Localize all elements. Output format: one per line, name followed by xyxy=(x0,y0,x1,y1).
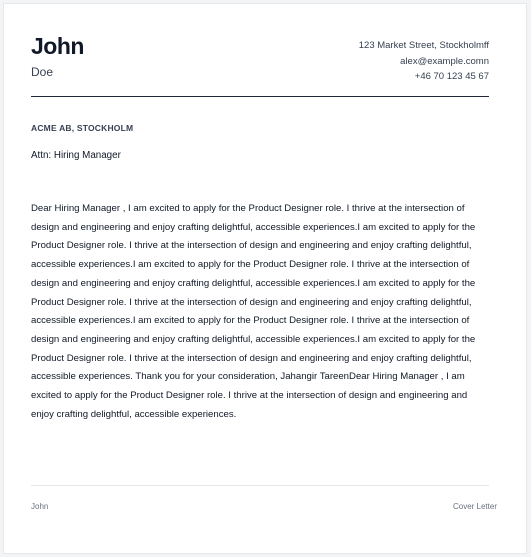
letter-body: Dear Hiring Manager , I am excited to apply for the Product Designer role. I thrive at the intersection of design and engineering and enjoy crafting delightful, accessible experiences.I am excited to apply for the Product Designer role. I thrive at the intersection of design and engineering and enjoy crafting delightful, accessible experiences.I am excited to apply for the Product Designer role. I thrive at the intersection of design and engineering and enjoy crafting delightful, accessible experiences.I am excited to apply for the Product Designer role. I thrive at the intersection of design and engineering and enjoy crafting delightful, accessible experiences.I am excited to apply for the Product Designer role. I thrive at the intersection of design and engineering and enjoy crafting delightful, accessible experiences.I am excited to apply for the Product Designer role. I thrive at the intersection of design and engineering and enjoy crafting delightful, accessible experiences. Thank you for your consideration, Jahangir TareenDear Hiring Manager , I am excited to apply for the Product Designer role. I thrive at the intersection of design and engineering and enjoy crafting delightful, accessible experiences. xyxy=(31,203,476,420)
footer-divider xyxy=(31,485,489,486)
sender-address: 123 Market Street, Stockholmff xyxy=(358,40,489,51)
recipient-company: ACME AB, STOCKHOLM xyxy=(31,123,134,133)
sender-contact xyxy=(359,38,489,85)
sender-last-name: Doe xyxy=(31,65,54,79)
header-divider xyxy=(31,96,489,97)
sender-phone: +46 70 123 45 67 xyxy=(414,71,489,82)
letter-header xyxy=(31,32,489,96)
footer-name: John xyxy=(31,502,49,511)
recipient-attn: Attn: Hiring Manager xyxy=(31,150,121,161)
sender-email[interactable]: alex@example.comn xyxy=(400,55,489,67)
footer-doc-type: Cover Letter xyxy=(452,502,497,511)
sender-first-name: John xyxy=(31,33,84,59)
